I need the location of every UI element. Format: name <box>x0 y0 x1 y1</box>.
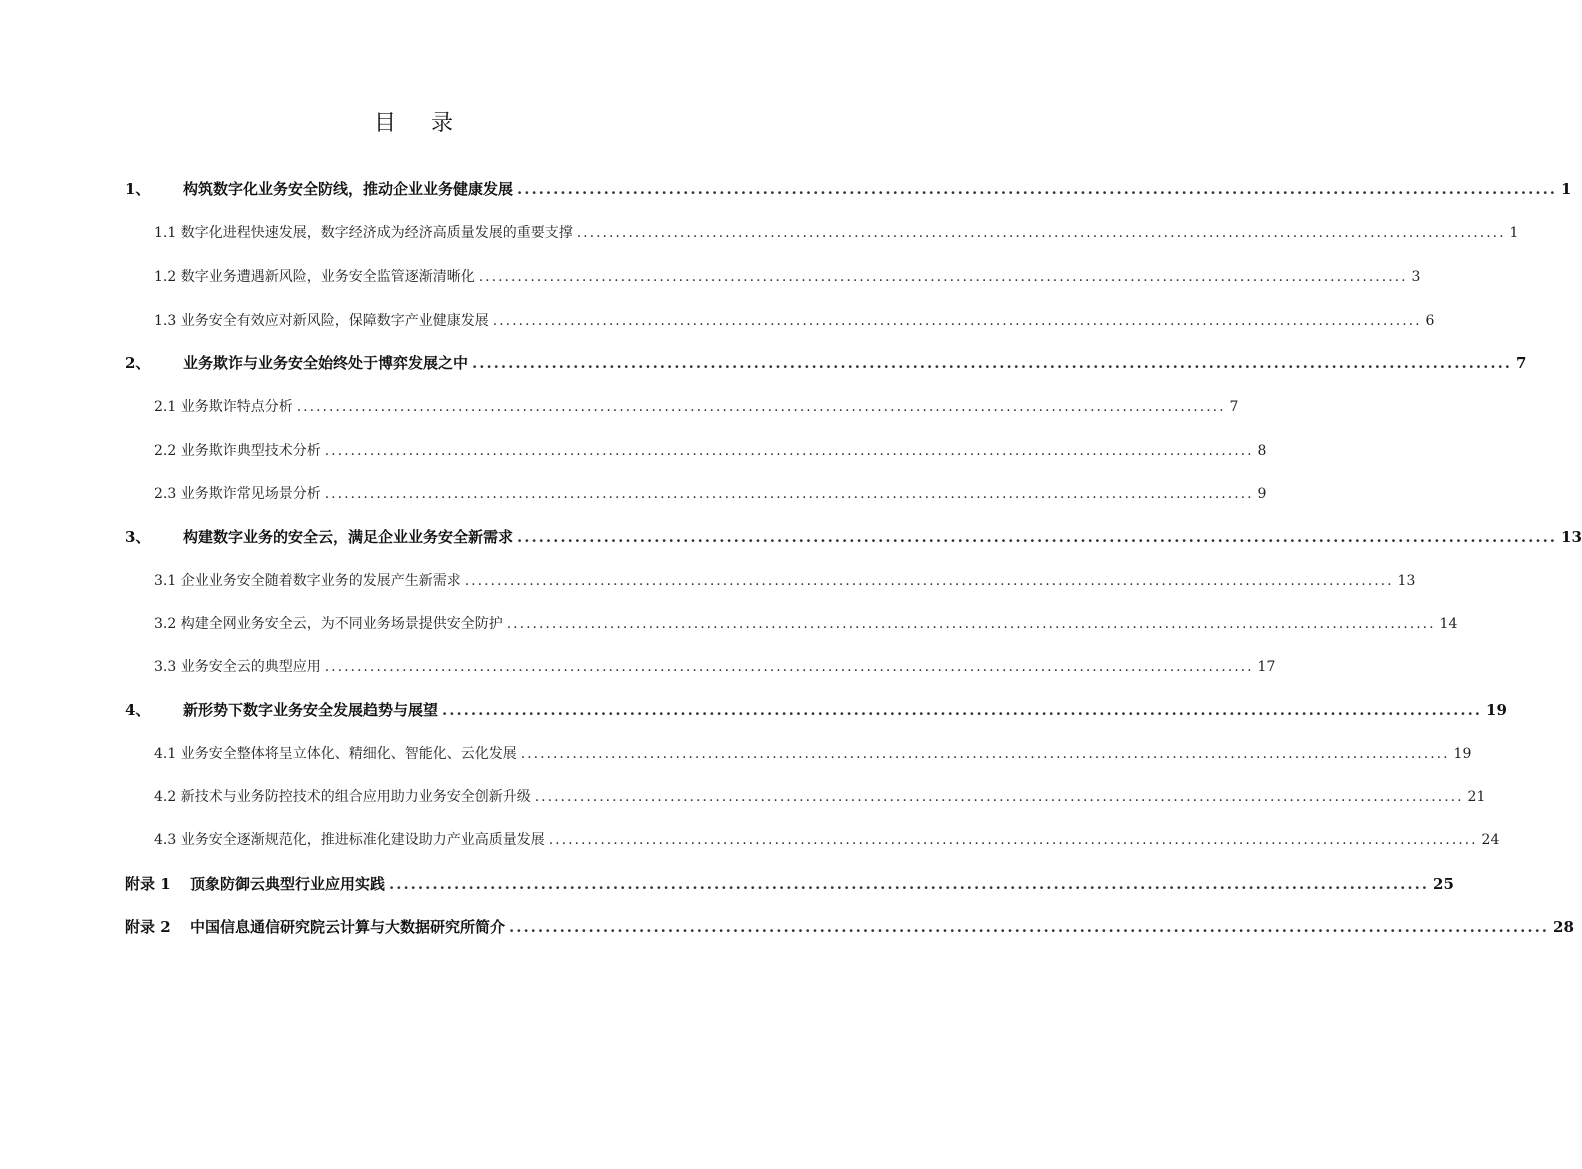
page-number: 28 <box>1553 918 1574 936</box>
entry-title: 3.1 企业业务安全随着数字业务的发展产生新需求 <box>154 573 461 589</box>
dot-leader: ................................................................................................................................................ <box>472 354 1513 372</box>
dot-leader: ................................................................................................................................................ <box>576 225 1506 241</box>
entry-title: 4.3 业务安全逐渐规范化，推进标准化建设助力产业高质量发展 <box>154 832 545 848</box>
dot-leader: ................................................................................................................................................ <box>478 269 1408 285</box>
appendix-number: 附录 1 <box>125 875 171 893</box>
entry-title: 2.3 业务欺诈常见场景分析 <box>154 486 321 502</box>
toc-entry-2-1[interactable] <box>0 396 1239 420</box>
entry-title: 1.2 数字业务遭遇新风险，业务安全监管逐渐清晰化 <box>154 269 475 285</box>
entry-title: 2.1 业务欺诈特点分析 <box>154 399 293 415</box>
section-number: 2、 <box>125 354 151 372</box>
entry-title: 1.3 业务安全有效应对新风险，保障数字产业健康发展 <box>154 313 489 329</box>
toc-entry-3-2[interactable] <box>0 613 1458 637</box>
section-number: 3、 <box>125 528 151 546</box>
entry-title: 构筑数字化业务安全防线，推动企业业务健康发展 <box>183 180 514 198</box>
dot-leader: ................................................................................................................................................ <box>520 746 1450 762</box>
dot-leader: ................................................................................................................................................ <box>492 313 1422 329</box>
page-number: 24 <box>1481 832 1500 848</box>
toc-entry-4-1[interactable] <box>0 743 1472 767</box>
page-number: 1 <box>1561 180 1572 198</box>
dot-leader: ................................................................................................................................................ <box>389 875 1430 893</box>
page-number: 7 <box>1516 354 1527 372</box>
page-number: 8 <box>1257 443 1267 459</box>
toc-entry-2-3[interactable] <box>0 483 1267 507</box>
toc-entry-3-3[interactable] <box>0 656 1276 680</box>
toc-entry-1-1[interactable] <box>0 222 1519 246</box>
page-number: 25 <box>1433 875 1454 893</box>
dot-leader: ................................................................................................................................................ <box>534 789 1464 805</box>
toc-entry-appendix-2[interactable] <box>0 916 1574 940</box>
entry-title: 3.2 构建全网业务安全云，为不同业务场景提供安全防护 <box>154 616 503 632</box>
page-number: 7 <box>1229 399 1239 415</box>
page-number: 13 <box>1397 573 1416 589</box>
toc-entry-4-2[interactable] <box>0 786 1486 810</box>
page-number: 9 <box>1257 486 1267 502</box>
entry-title: 新形势下数字业务安全发展趋势与展望 <box>183 701 439 719</box>
toc-entry-section-2[interactable] <box>0 352 1527 376</box>
entry-title: 4.1 业务安全整体将呈立体化、精细化、智能化、云化发展 <box>154 746 517 762</box>
appendix-number: 附录 2 <box>125 918 171 936</box>
dot-leader: ................................................................................................................................................ <box>464 573 1394 589</box>
dot-leader: ................................................................................................................................................ <box>509 918 1550 936</box>
page-title: 目 录 <box>374 111 467 136</box>
toc-entry-appendix-1[interactable] <box>0 873 1454 897</box>
entry-title: 中国信息通信研究院云计算与大数据研究所简介 <box>190 918 506 936</box>
entry-title: 3.3 业务安全云的典型应用 <box>154 659 321 675</box>
toc-entry-4-3[interactable] <box>0 829 1500 853</box>
entry-title: 4.2 新技术与业务防控技术的组合应用助力业务安全创新升级 <box>154 789 531 805</box>
entry-title: 1.1 数字化进程快速发展，数字经济成为经济高质量发展的重要支撑 <box>154 225 573 241</box>
toc-entry-3-1[interactable] <box>0 570 1416 594</box>
dot-leader: ................................................................................................................................................ <box>506 616 1436 632</box>
dot-leader: ................................................................................................................................................ <box>296 399 1226 415</box>
page-number: 6 <box>1425 313 1435 329</box>
page-number: 1 <box>1509 225 1519 241</box>
page-number: 19 <box>1453 746 1472 762</box>
entry-title: 业务欺诈与业务安全始终处于博弈发展之中 <box>183 354 469 372</box>
dot-leader: ................................................................................................................................................ <box>442 701 1483 719</box>
dot-leader: ................................................................................................................................................ <box>517 180 1558 198</box>
dot-leader: ................................................................................................................................................ <box>324 486 1254 502</box>
toc-entry-section-1[interactable] <box>0 178 1572 202</box>
page-number: 3 <box>1411 269 1421 285</box>
toc-entry-2-2[interactable] <box>0 440 1267 464</box>
page-number: 19 <box>1486 701 1507 719</box>
toc-entry-section-4[interactable] <box>0 699 1507 723</box>
toc-entry-1-3[interactable] <box>0 310 1435 334</box>
section-number: 4、 <box>125 701 151 719</box>
toc-entry-1-2[interactable] <box>0 266 1421 290</box>
dot-leader: ................................................................................................................................................ <box>517 528 1558 546</box>
page-number: 21 <box>1467 789 1486 805</box>
section-number: 1、 <box>125 180 151 198</box>
toc-entry-section-3[interactable] <box>0 526 1582 550</box>
dot-leader: ................................................................................................................................................ <box>324 659 1254 675</box>
dot-leader: ................................................................................................................................................ <box>324 443 1254 459</box>
entry-title: 2.2 业务欺诈典型技术分析 <box>154 443 321 459</box>
page-number: 13 <box>1561 528 1582 546</box>
dot-leader: ................................................................................................................................................ <box>548 832 1478 848</box>
entry-title: 构建数字业务的安全云，满足企业业务安全新需求 <box>183 528 514 546</box>
page-number: 14 <box>1439 616 1458 632</box>
page-number: 17 <box>1257 659 1276 675</box>
entry-title: 顶象防御云典型行业应用实践 <box>190 875 386 893</box>
